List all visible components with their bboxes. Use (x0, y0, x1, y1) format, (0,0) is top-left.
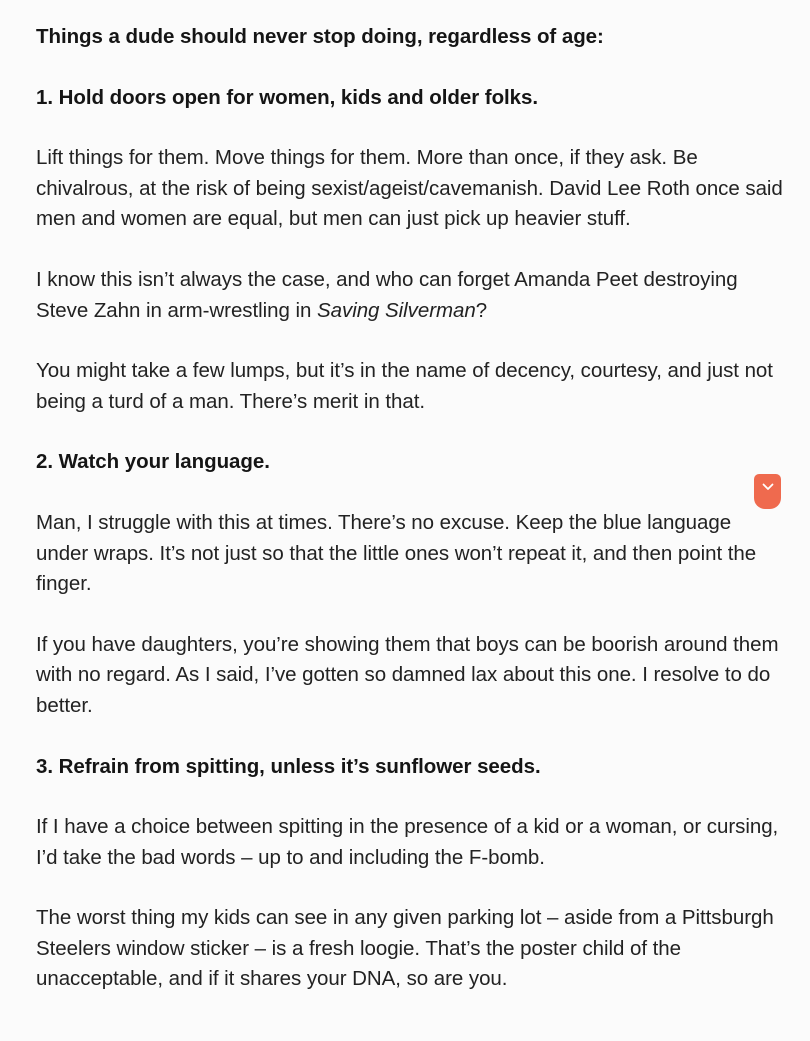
section-1-paragraph-3: You might take a few lumps, but it’s in the name of decency, courtesy, and just not being a turd of a man. There’s merit in that. (36, 359, 773, 413)
section-2-paragraph-1: Man, I struggle with this at times. There’s no excuse. Keep the blue language under wraps. It’s not just so that the little ones won’t repeat it, and then point the finger. (36, 510, 757, 596)
section-3-paragraph-1: If I have a choice between spitting in the presence of a kid or a woman, or cursing, I’d take the bad words – up to and including the F-bomb. (36, 815, 779, 869)
section-heading-2: 2. Watch your language. (36, 450, 270, 474)
section-2-paragraph-2: If you have daughters, you’re showing them that boys can be boorish around them with no regard. As I said, I’ve gotten so damned lax about this one. I resolve to do better. (36, 632, 779, 717)
section-1-paragraph-1: Lift things for them. Move things for them. More than once, if they ask. Be chivalrous, at the risk of being sexist/ageist/cavemanish. David Lee Roth once said men and women are equal, but men can just pick up heavier stuff. (36, 146, 783, 231)
article-body (36, 22, 786, 995)
movie-title: Saving Silverman (317, 298, 476, 322)
section-heading-3: 3. Refrain from spitting, unless it’s sunflower seeds. (36, 754, 541, 778)
paragraph-text-end: ? (475, 298, 488, 322)
save-to-pocket-button[interactable] (754, 474, 781, 509)
section-3-paragraph-2: The worst thing my kids can see in any given parking lot – aside from a Pittsburgh Steelers window sticker – is a fresh loogie. That’s the poster child of the unacceptable, and if it shares your DNA, so are you. (36, 906, 774, 991)
paragraph-text: I know this isn’t always the case, and who can forget Amanda Peet destroying Steve Zahn in arm-wrestling in (36, 267, 738, 322)
chevron-down-icon (762, 483, 774, 491)
section-heading-1: 1. Hold doors open for women, kids and older folks. (36, 85, 539, 109)
section-1-paragraph-2 (36, 265, 786, 326)
article-intro: Things a dude should never stop doing, regardless of age: (36, 25, 604, 48)
